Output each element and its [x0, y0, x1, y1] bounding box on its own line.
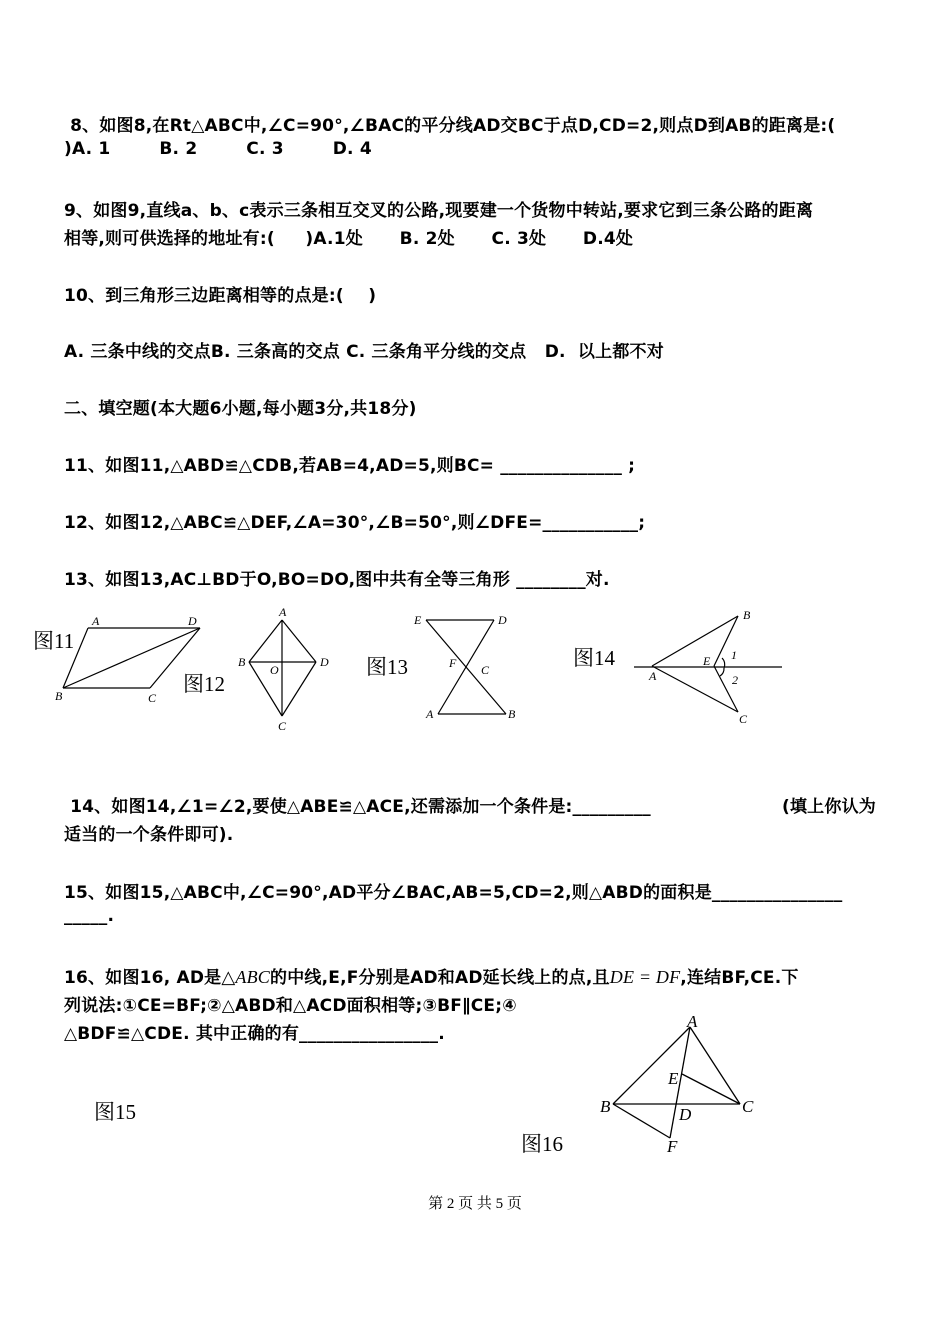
q14-line2: 适当的一个条件即可).: [64, 825, 234, 845]
fig11-point-a: A: [92, 614, 100, 628]
q12: 12、如图12,△ABC≌△DEF,∠A=30°,∠B=50°,则∠DFE=___________;: [64, 513, 646, 533]
fig13-point-b: B: [508, 707, 516, 721]
fig12-point-b: B: [238, 655, 246, 669]
fig13-point-c: C: [481, 663, 490, 677]
q16-part2: 的中线,E,F分别是AD和AD延长线上的点,且: [270, 968, 610, 988]
q9-line1: 9、如图9,直线a、b、c表示三条相互交叉的公路,现要建一个货物中转站,要求它到三条公路的距离: [64, 201, 814, 221]
q16-part3: ,连结BF,CE.下: [680, 968, 799, 988]
fig16-point-d: D: [679, 1105, 692, 1124]
q8-line2: )A. 1 B. 2 C. 3 D. 4: [64, 139, 372, 159]
q15-line2: _____.: [64, 906, 115, 926]
q10-line2: A. 三条中线的交点B. 三条高的交点 C. 三条角平分线的交点 D. 以上都不对: [64, 342, 664, 362]
q14-line1-tail: (填上你认为: [782, 797, 876, 817]
fig14-point-e: E: [703, 654, 711, 668]
fig16-label: 图16: [521, 1132, 563, 1156]
fig13-point-d: D: [498, 613, 507, 627]
fig14-point-b: B: [743, 608, 751, 622]
q16-part1: 16、如图16, AD是: [64, 968, 222, 988]
q11: 11、如图11,△ABD≌△CDB,若AB=4,AD=5,则BC= ______________ ;: [64, 456, 636, 476]
fig11-point-c: C: [148, 691, 157, 705]
fig11-point-b: B: [55, 689, 63, 703]
fig12-point-c: C: [278, 719, 287, 733]
q16-math-de-df: DE = DF: [609, 967, 681, 987]
fig12-point-o: O: [270, 663, 279, 677]
fig16-point-a: A: [687, 1012, 698, 1031]
q16-line2: 列说法:①CE=BF;②△ABD和△ACD面积相等;③BF∥CE;④: [64, 996, 517, 1016]
q13: 13、如图13,AC⊥BD于O,BO=DO,图中共有全等三角形 ________对.: [64, 570, 610, 590]
fig11-point-d: D: [188, 614, 197, 628]
fig16-point-c: C: [742, 1097, 754, 1116]
section2-heading: 二、填空题(本大题6小题,每小题3分,共18分): [64, 399, 417, 419]
fig13-point-e: E: [414, 613, 422, 627]
q16-line3: △BDF≌△CDE. 其中正确的有________________.: [64, 1024, 445, 1044]
fig14-angle-1: 1: [731, 648, 737, 662]
q9-line2: 相等,则可供选择的地址有:( )A.1处 B. 2处 C. 3处 D.4处: [64, 229, 634, 249]
fig11-label: 图11: [33, 629, 75, 653]
q10-line1: 10、到三角形三边距离相等的点是:( ): [64, 286, 377, 306]
fig16-point-f: F: [667, 1137, 678, 1156]
fig12-label: 图12: [183, 672, 225, 696]
fig13-point-a: A: [426, 707, 434, 721]
fig13-point-f: F: [449, 656, 457, 670]
q15-line1: 15、如图15,△ABC中,∠C=90°,AD平分∠BAC,AB=5,CD=2,则△ABD的面积是_______________: [64, 883, 843, 903]
fig14-point-c: C: [739, 712, 748, 726]
fig12-point-a: A: [279, 605, 287, 619]
fig14-angle-2: 2: [732, 673, 738, 687]
fig14-point-a: A: [649, 669, 657, 683]
fig16-point-e: E: [668, 1069, 679, 1088]
q8-line1: 8、如图8,在Rt△ABC中,∠C=90°,∠BAC的平分线AD交BC于点D,CD=2,则点D到AB的距离是:(: [64, 116, 836, 136]
fig12-point-d: D: [320, 655, 329, 669]
fig13-label: 图13: [366, 655, 408, 679]
q16-math-triangle: △ABC: [221, 967, 270, 987]
fig14-label: 图14: [573, 646, 615, 670]
q14-line1: 14、如图14,∠1=∠2,要使△ABE≌△ACE,还需添加一个条件是:_________: [64, 797, 651, 817]
fig16-point-b: B: [600, 1097, 611, 1116]
fig15-label: 图15: [94, 1100, 136, 1124]
page-footer: 第 2 页 共 5 页: [428, 1196, 522, 1212]
